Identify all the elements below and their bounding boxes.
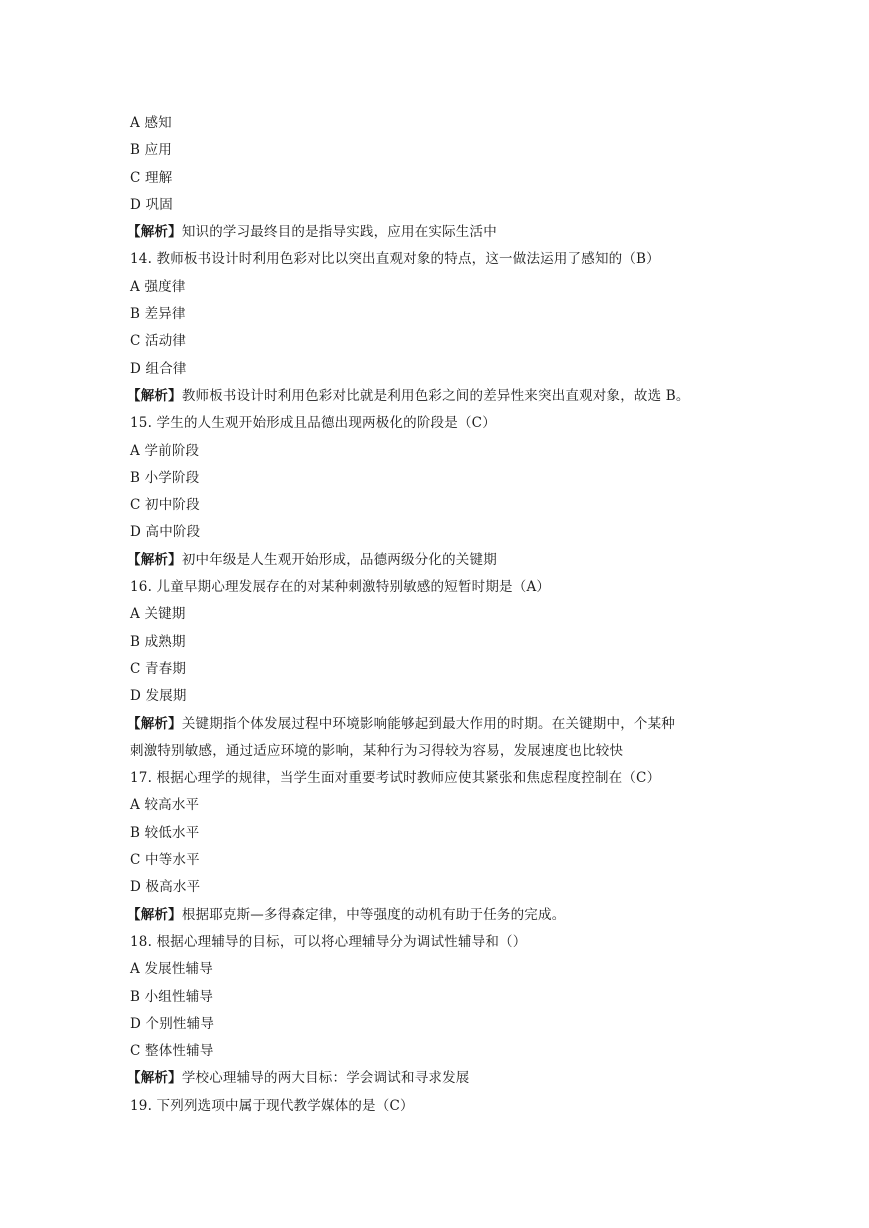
- answer-option: [130, 820, 750, 847]
- line-text: 刺激特别敏感，通过适应环境的影响，某种行为习得较为容易，发展速度也比较快: [130, 742, 624, 759]
- question-text: [130, 765, 750, 792]
- analysis-tag: 【解析】: [127, 551, 182, 568]
- line-text: B 应用: [130, 142, 173, 159]
- line-text: 14. 教师板书设计时利用色彩对比以突出直观对象的特点，这一做法运用了感知的（B）: [130, 251, 660, 268]
- answer-option: [130, 465, 750, 492]
- answer-option: [130, 356, 750, 383]
- answer-option: [130, 328, 750, 355]
- line-text: D 组合律: [130, 360, 187, 377]
- answer-option: [130, 110, 750, 137]
- line-text: 19. 下列列选项中属于现代教学媒体的是（C）: [130, 1097, 414, 1114]
- analysis-tag: 【解析】: [127, 387, 182, 404]
- analysis-line: [127, 711, 750, 738]
- line-text: C 整体性辅导: [130, 1043, 214, 1060]
- line-text: D 发展期: [130, 688, 187, 705]
- analysis-tag: 【解析】: [127, 224, 182, 241]
- line-text: 18. 根据心理辅导的目标，可以将心理辅导分为调试性辅导和（）: [130, 933, 527, 950]
- line-text: B 较低水平: [130, 824, 200, 841]
- analysis-tag: 【解析】: [127, 1070, 182, 1087]
- line-text: 知识的学习最终目的是指导实践，应用在实际生活中: [181, 224, 497, 241]
- answer-option: [130, 629, 750, 656]
- answer-option: [130, 192, 750, 219]
- answer-option: [130, 519, 750, 546]
- question-text: [130, 1093, 750, 1120]
- answer-option: [130, 274, 750, 301]
- line-text: 初中年级是人生观开始形成，品德两级分化的关键期: [181, 551, 497, 568]
- line-text: 17. 根据心理学的规律，当学生面对重要考试时教师应使其紧张和焦虑程度控制在（C）: [130, 770, 661, 787]
- line-text: C 青春期: [130, 660, 187, 677]
- line-text: D 高中阶段: [130, 524, 201, 541]
- line-text: 学校心理辅导的两大目标：学会调试和寻求发展: [181, 1070, 470, 1087]
- answer-option: [130, 492, 750, 519]
- question-text: [130, 410, 750, 437]
- question-text: [130, 929, 750, 956]
- line-text: A 发展性辅导: [130, 961, 213, 978]
- answer-option: [130, 683, 750, 710]
- line-text: A 关键期: [130, 606, 186, 623]
- question-text: [130, 574, 750, 601]
- answer-option: [130, 601, 750, 628]
- line-text: B 小组性辅导: [130, 988, 214, 1005]
- line-text: C 中等水平: [130, 852, 200, 869]
- answer-option: [130, 956, 750, 983]
- line-text: 教师板书设计时利用色彩对比就是利用色彩之间的差异性来突出直观对象，故选 B。: [181, 387, 690, 404]
- analysis-line: [127, 383, 750, 410]
- line-text: 根据耶克斯—多得森定律，中等强度的动机有助于任务的完成。: [181, 906, 566, 923]
- analysis-line: [127, 902, 750, 929]
- line-text: A 较高水平: [130, 797, 200, 814]
- continuation-text: [130, 738, 750, 765]
- answer-option: [130, 1011, 750, 1038]
- answer-option: [130, 438, 750, 465]
- answer-option: [130, 984, 750, 1011]
- answer-option: [130, 792, 750, 819]
- answer-option: [130, 165, 750, 192]
- line-text: B 小学阶段: [130, 469, 200, 486]
- document-body: [127, 110, 750, 1120]
- line-text: A 强度律: [130, 278, 186, 295]
- line-text: A 感知: [130, 115, 172, 131]
- analysis-line: [127, 219, 750, 246]
- line-text: 16. 儿童早期心理发展存在的对某种刺激特别敏感的短暂时期是（A）: [130, 579, 551, 596]
- analysis-tag: 【解析】: [127, 715, 182, 732]
- analysis-line: [127, 1065, 750, 1092]
- line-text: D 个别性辅导: [130, 1015, 215, 1032]
- answer-option: [130, 137, 750, 164]
- answer-option: [130, 874, 750, 901]
- line-text: D 巩固: [130, 196, 173, 213]
- answer-option: [130, 847, 750, 874]
- answer-option: [130, 301, 750, 328]
- line-text: C 理解: [130, 169, 173, 186]
- analysis-tag: 【解析】: [127, 906, 182, 923]
- line-text: 关键期指个体发展过程中环境影响能够起到最大作用的时期。在关键期中，个某种: [181, 715, 676, 732]
- line-text: C 活动律: [130, 333, 187, 350]
- line-text: A 学前阶段: [130, 442, 200, 459]
- line-text: D 极高水平: [130, 879, 201, 896]
- analysis-line: [127, 547, 750, 574]
- line-text: B 差异律: [130, 306, 186, 323]
- question-text: [130, 246, 750, 273]
- line-text: C 初中阶段: [130, 497, 200, 514]
- answer-option: [130, 656, 750, 683]
- line-text: B 成熟期: [130, 633, 186, 650]
- line-text: 15. 学生的人生观开始形成且品德出现两极化的阶段是（C）: [130, 415, 496, 432]
- answer-option: [130, 1038, 750, 1065]
